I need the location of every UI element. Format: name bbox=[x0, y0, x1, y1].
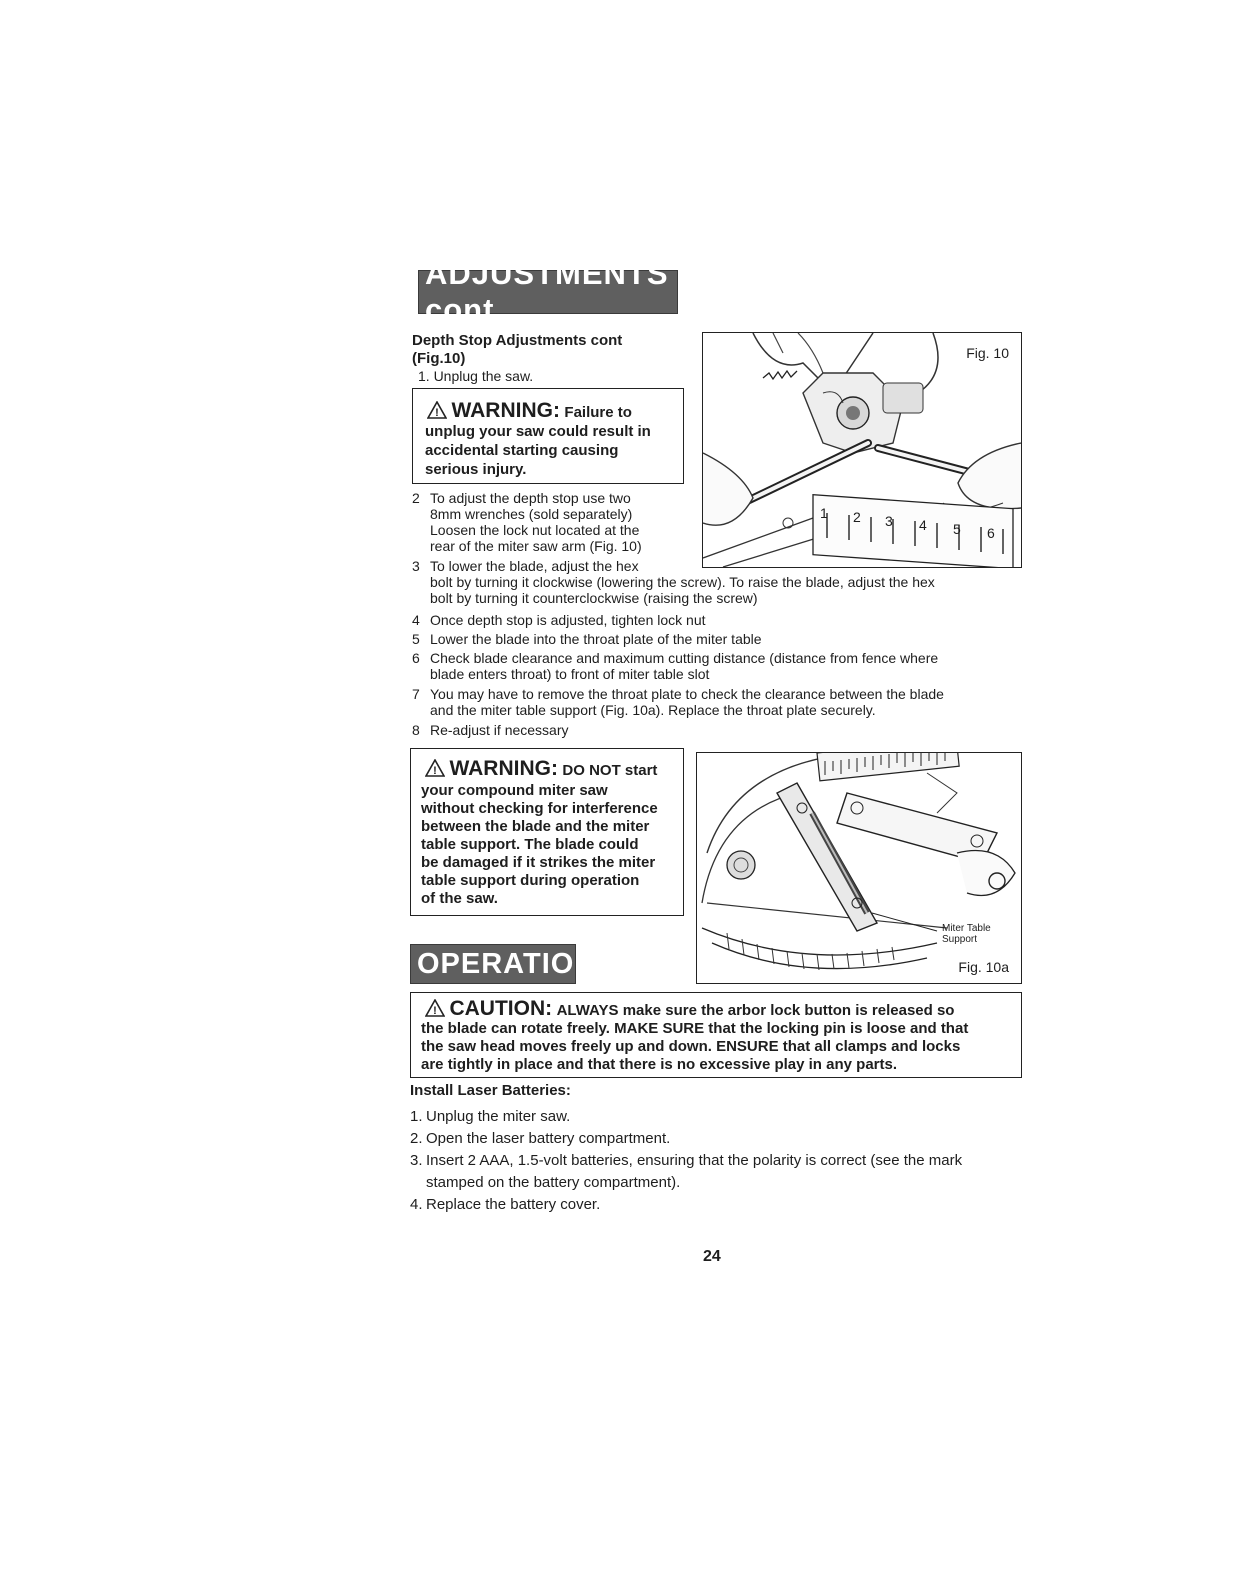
install-laser-batteries-heading: Install Laser Batteries: bbox=[410, 1082, 571, 1099]
warning-box-unplug bbox=[412, 388, 684, 484]
caution-line-1 bbox=[425, 997, 954, 1021]
step-line: To lower the blade, adjust the hex bbox=[430, 558, 639, 574]
warning-text-line: without checking for interference bbox=[421, 800, 658, 817]
step-line: Lower the blade into the throat plate of the miter table bbox=[430, 631, 762, 647]
battery-step-text: Open the laser battery compartment. bbox=[426, 1130, 671, 1147]
ruler-number: 5 bbox=[953, 521, 961, 537]
step-line: To adjust the depth stop use two bbox=[430, 490, 631, 506]
battery-step-number: 1. bbox=[410, 1108, 423, 1125]
warning-text-line: table support. The blade could bbox=[421, 836, 639, 853]
step-line: and the miter table support (Fig. 10a). Replace the throat plate securely. bbox=[430, 702, 876, 718]
step-line: Once depth stop is adjusted, tighten lock nut bbox=[430, 612, 706, 628]
step-line: 8mm wrenches (sold separately) bbox=[430, 506, 633, 522]
step-number: 8 bbox=[412, 722, 420, 738]
ruler-number: 3 bbox=[885, 513, 893, 529]
battery-step-text: stamped on the battery compartment). bbox=[426, 1174, 681, 1191]
warning-text-line: of the saw. bbox=[421, 890, 498, 907]
figure-10-label: Fig. 10 bbox=[966, 345, 1009, 361]
svg-text:!: ! bbox=[433, 1005, 437, 1017]
battery-step bbox=[410, 1128, 1022, 1150]
figure-10a-label: Fig. 10a bbox=[958, 959, 1009, 975]
step-2-text bbox=[430, 490, 642, 554]
battery-steps-list bbox=[410, 1106, 1022, 1216]
step-line: rear of the miter saw arm (Fig. 10) bbox=[430, 538, 642, 554]
battery-step bbox=[410, 1106, 1022, 1128]
step-line: blade enters throat) to front of miter table slot bbox=[430, 666, 710, 682]
adjustments-banner: ADJUSTMENTS cont. bbox=[418, 270, 678, 314]
warning-text-line: be damaged if it strikes the miter bbox=[421, 854, 656, 871]
ruler-number: 6 bbox=[987, 525, 995, 541]
caution-box bbox=[410, 992, 1022, 1078]
step-number: 6 bbox=[412, 650, 420, 666]
ruler-number: 4 bbox=[919, 517, 927, 533]
warning-text-line: between the blade and the miter bbox=[421, 818, 650, 835]
warning-label: WARNING: bbox=[451, 399, 560, 422]
figure-10a-illustration bbox=[697, 753, 1021, 983]
caution-text-line: ALWAYS make sure the arbor lock button is released so bbox=[556, 1002, 955, 1019]
step-line: You may have to remove the throat plate to check the clearance between the blade bbox=[430, 686, 944, 702]
warning-text-line: serious injury. bbox=[425, 461, 527, 478]
svg-text:!: ! bbox=[435, 407, 439, 419]
step-4 bbox=[412, 612, 1022, 630]
depth-stop-heading-line1: Depth Stop Adjustments cont bbox=[412, 332, 623, 349]
warning-text-line: table support during operation bbox=[421, 872, 640, 889]
step-line: Loosen the lock nut located at the bbox=[430, 522, 640, 538]
step-number: 4 bbox=[412, 612, 420, 628]
ruler-number: 2 bbox=[853, 509, 861, 525]
warning-text-line: unplug your saw could result in bbox=[425, 423, 651, 440]
step-1: 1. Unplug the saw. bbox=[418, 368, 534, 384]
step-number: 7 bbox=[412, 686, 420, 702]
warning-label: WARNING: bbox=[449, 757, 558, 780]
step-number: 3 bbox=[412, 558, 420, 574]
figure-10 bbox=[702, 332, 1022, 568]
battery-step bbox=[410, 1194, 1022, 1216]
figure-10-illustration bbox=[703, 333, 1021, 567]
warning-line-1 bbox=[427, 399, 632, 423]
caution-triangle-icon bbox=[425, 999, 445, 1017]
battery-step-number: 2. bbox=[410, 1130, 423, 1147]
step-line: Check blade clearance and maximum cutting distance (distance from fence where bbox=[430, 650, 939, 666]
page-number: 24 bbox=[703, 1248, 721, 1265]
step-7-text bbox=[430, 686, 944, 718]
step-line: bolt by turning it clockwise (lowering the screw). To raise the blade, adjust the hex bbox=[430, 574, 935, 590]
step-5 bbox=[412, 631, 1022, 649]
step-line: Re-adjust if necessary bbox=[430, 722, 569, 738]
step-3-text bbox=[430, 558, 935, 606]
operation-banner: OPERATION bbox=[410, 944, 576, 984]
step-6-text bbox=[430, 650, 938, 682]
step-number: 5 bbox=[412, 631, 420, 647]
callout-line: Miter Table bbox=[942, 923, 991, 934]
warning-triangle-icon bbox=[425, 759, 445, 777]
caution-text-line: are tightly in place and that there is no excessive play in any parts. bbox=[421, 1056, 898, 1073]
ruler-number: 1 bbox=[820, 505, 828, 521]
depth-stop-heading-line2: (Fig.10) bbox=[412, 350, 466, 367]
battery-step bbox=[410, 1150, 1022, 1172]
warning-text-line: DO NOT start bbox=[562, 762, 658, 779]
battery-step-text: Replace the battery cover. bbox=[426, 1196, 601, 1213]
battery-step-text: Unplug the miter saw. bbox=[426, 1108, 571, 1125]
warning-line-1 bbox=[425, 757, 657, 781]
svg-text:!: ! bbox=[433, 765, 437, 777]
warning-box-interference bbox=[410, 748, 684, 916]
battery-step-number: 3. bbox=[410, 1152, 423, 1169]
warning-text-line: your compound miter saw bbox=[421, 782, 608, 799]
miter-table-support-callout bbox=[942, 923, 991, 945]
step-6 bbox=[412, 650, 1022, 684]
step-7 bbox=[412, 686, 1022, 720]
step-3 bbox=[412, 558, 1022, 608]
battery-step bbox=[410, 1172, 1022, 1194]
figure-10a bbox=[696, 752, 1022, 984]
step-line: bolt by turning it counterclockwise (raising the screw) bbox=[430, 590, 758, 606]
battery-step-text: Insert 2 AAA, 1.5-volt batteries, ensuring that the polarity is correct (see the mark bbox=[426, 1152, 963, 1169]
caution-text-line: the blade can rotate freely. MAKE SURE that the locking pin is loose and that bbox=[421, 1020, 969, 1037]
callout-line: Support bbox=[942, 934, 978, 945]
caution-label: CAUTION: bbox=[449, 997, 553, 1020]
depth-stop-heading bbox=[412, 332, 622, 368]
step-number: 2 bbox=[412, 490, 420, 506]
warning-text-line: Failure to bbox=[564, 404, 632, 421]
warning-triangle-icon bbox=[427, 401, 447, 419]
warning-text-line: accidental starting causing bbox=[425, 442, 619, 459]
step-8 bbox=[412, 722, 1022, 740]
caution-text-line: the saw head moves freely up and down. ENSURE that all clamps and locks bbox=[421, 1038, 961, 1055]
battery-step-number: 4. bbox=[410, 1196, 423, 1213]
